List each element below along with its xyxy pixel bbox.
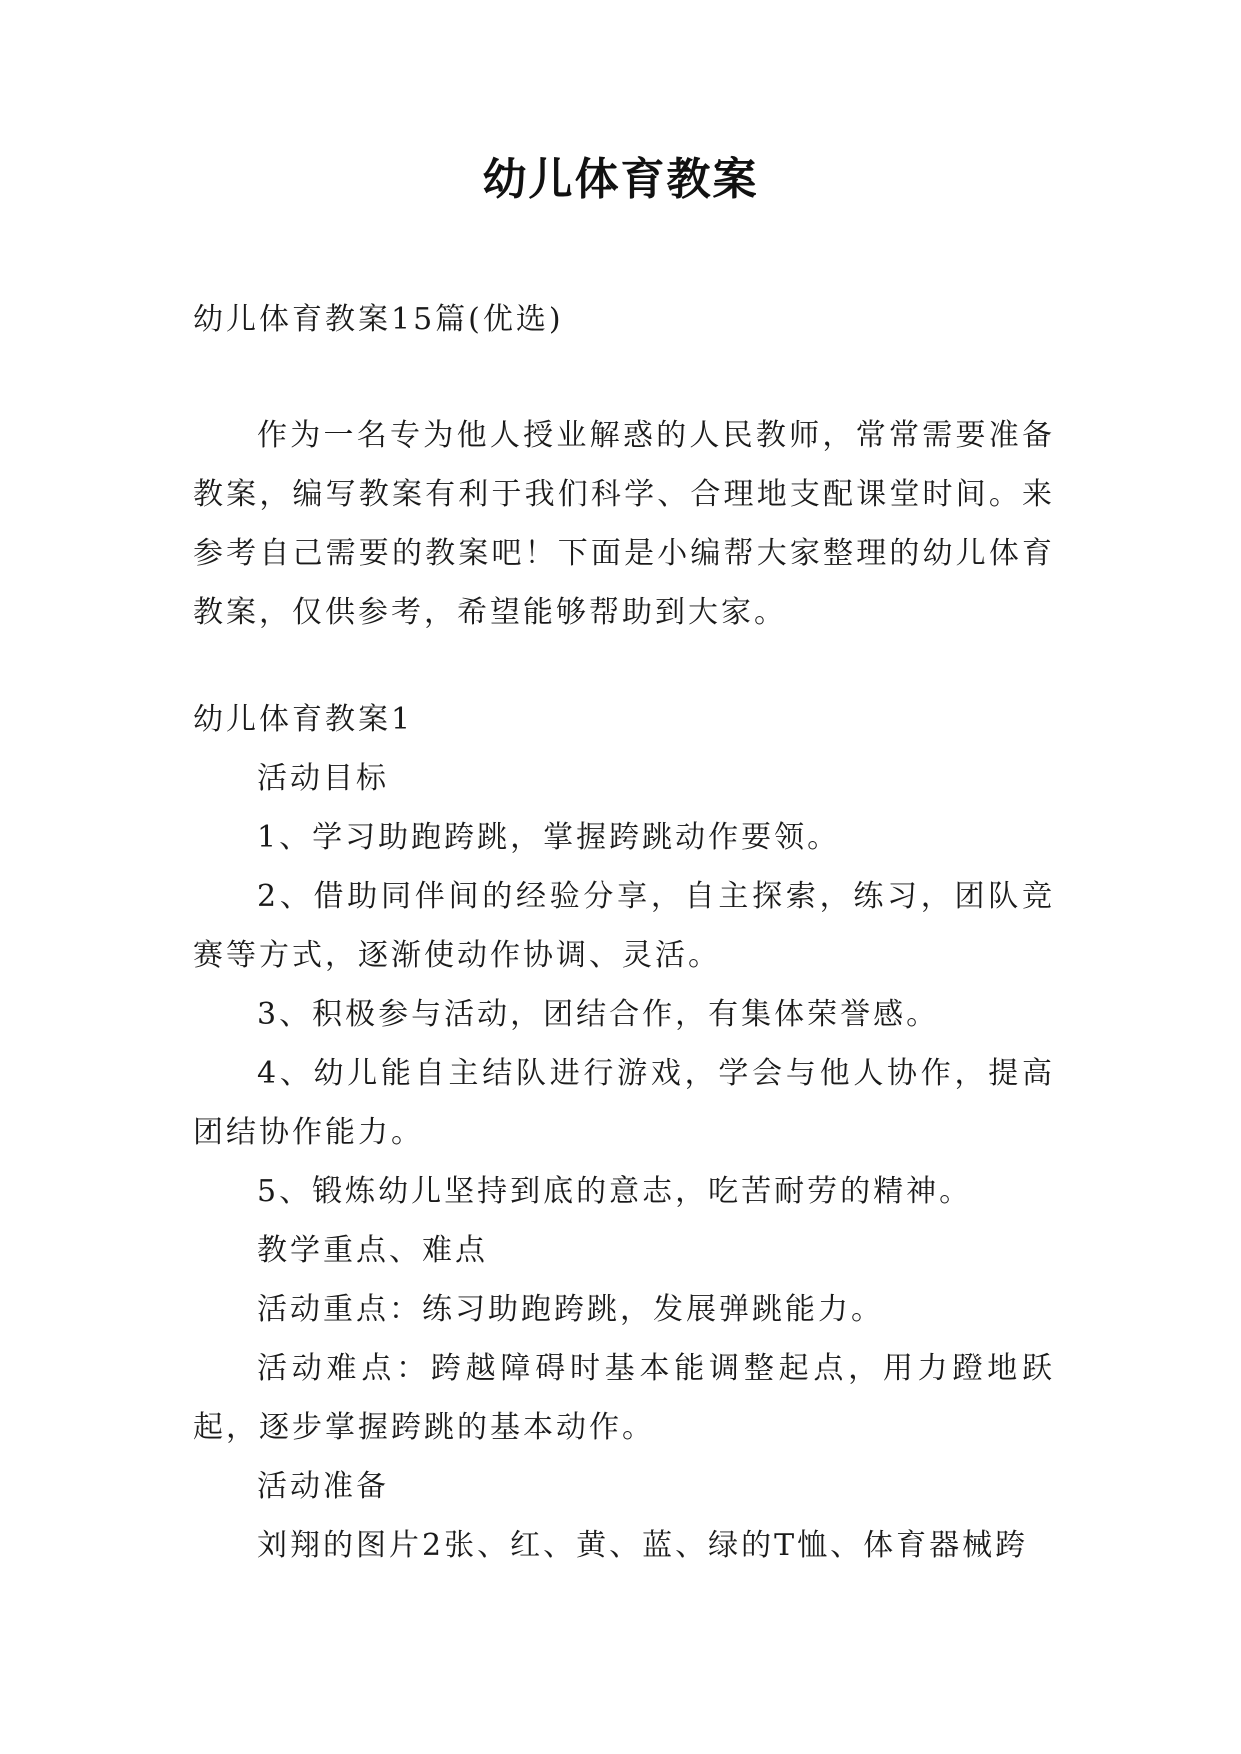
document-subtitle: 幼儿体育教案15篇(优选) [193, 302, 564, 337]
document-title: 幼儿体育教案 [482, 154, 759, 205]
intro-paragraph: 作为一名专为他人授业解惑的人民教师，常常需要准备教案，编写教案有利于我们科学、合理地支配课堂时间。来参考自己需要的教案吧！下面是小编帮大家整理的幼儿体育教案，仅供参考，希望能够帮助到大家。 [193, 418, 1055, 630]
difficult-point: 活动难点：跨越障碍时基本能调整起点，用力蹬地跃起，逐步掌握跨跳的基本动作。 [193, 1351, 1055, 1445]
preparation-heading: 活动准备 [257, 1469, 389, 1504]
goals-heading: 活动目标 [257, 761, 389, 796]
section-heading: 幼儿体育教案1 [193, 702, 414, 737]
key-points-heading: 教学重点、难点 [257, 1233, 488, 1268]
preparation-text: 刘翔的图片2张、红、黄、蓝、绿的T恤、体育器械跨 [257, 1528, 1029, 1563]
goal-item: 2、借助同伴间的经验分享，自主探索，练习，团队竞赛等方式，逐渐使动作协调、灵活。 [193, 879, 1055, 973]
goal-item: 3、积极参与活动，团结合作，有集体荣誉感。 [257, 997, 940, 1032]
goal-item: 1、学习助跑跨跳，掌握跨跳动作要领。 [257, 820, 841, 855]
document-body [193, 290, 1055, 1575]
goal-item: 5、锻炼幼儿坚持到底的意志，吃苦耐劳的精神。 [257, 1174, 973, 1209]
key-point: 活动重点：练习助跑跨跳，发展弹跳能力。 [257, 1292, 884, 1327]
goal-item: 4、幼儿能自主结队进行游戏，学会与他人协作，提高团结协作能力。 [193, 1056, 1055, 1150]
